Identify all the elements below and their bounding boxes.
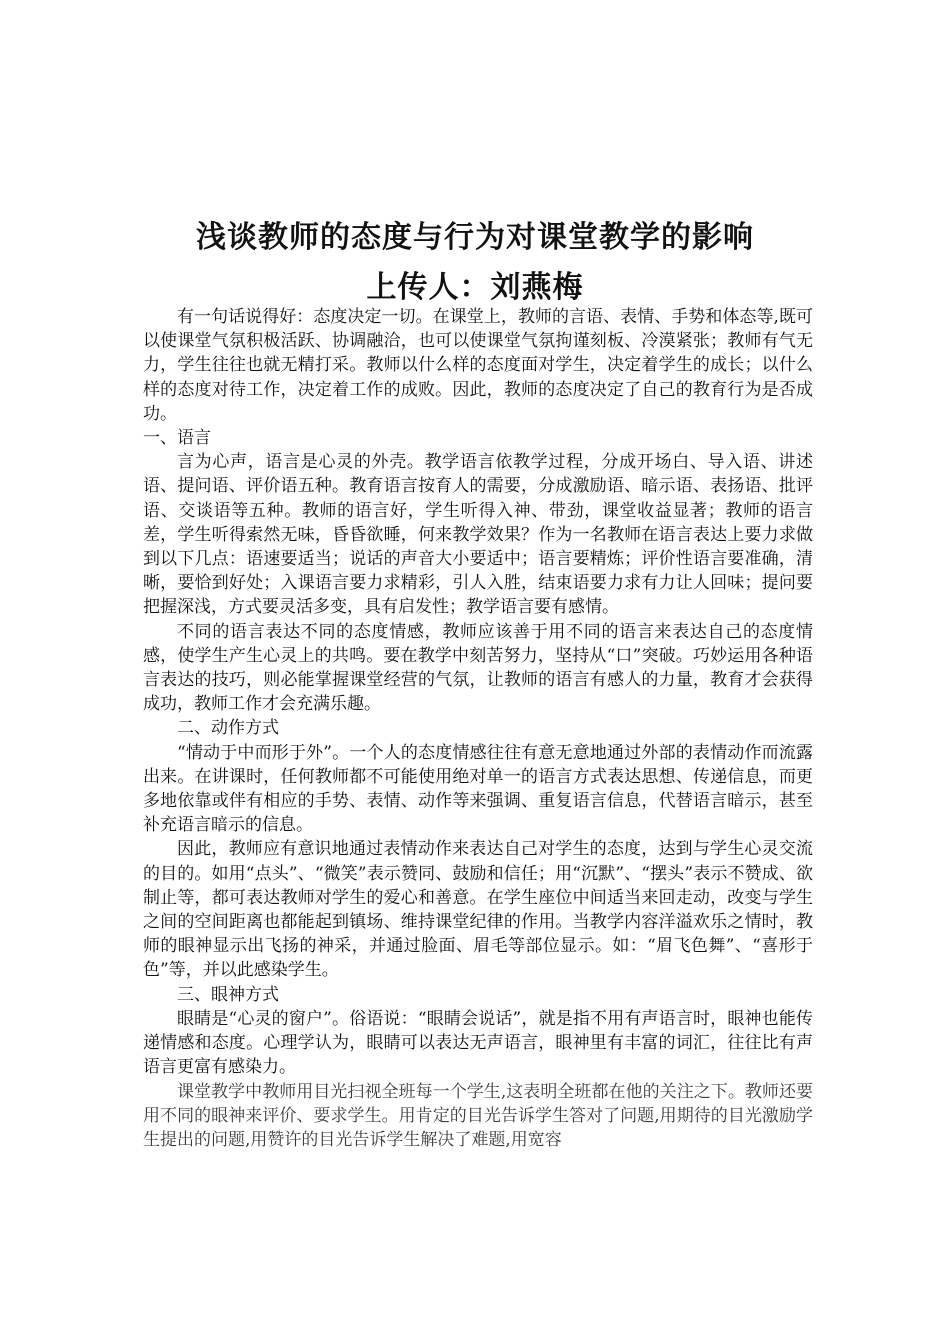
paragraph-language-2: 不同的语言表达不同的态度情感，教师应该善于用不同的语言来表达自己的态度情感，使学生产生心灵上的共鸣。要在教学中刻苦努力，坚持从“口”突破。巧妙运用各种语言表达的技巧，则必能掌握课堂经营的气氛，让教师的语言有感人的力量，教育才会获得成功，教师工作才会充满乐趣。: [143, 621, 813, 715]
document-title: 浅谈教师的态度与行为对课堂教学的影响: [196, 220, 754, 255]
paragraph-action-2: 因此，教师应有意识地通过表情动作来表达自己对学生的态度，达到与学生心灵交流的目的。如用“点头”、“微笑”表示赞同、鼓励和信任；用“沉默”、“摆头”表示不赞成、欲制止等，都可表达教师对学生的爱心和善意。在学生座位中间适当来回走动，改变与学生之间的空间距离也都能起到镇场、维持课堂纪律的作用。当教学内容洋溢欢乐之情时，教师的眼神显示出飞扬的神采，并通过脸面、眉毛等部位显示。如：“眉飞色舞”、“喜形于色”等，并以此感染学生。: [143, 839, 813, 981]
paragraph-language-1: 言为心声，语言是心灵的外壳。教学语言依教学过程，分成开场白、导入语、讲述语、提问语、评价语五种。教育语言按育人的需要，分成激励语、暗示语、表扬语、批评语、交谈语等五种。教师的语言好，学生听得入神、带劲，课堂收益显著；教师的语言差，学生听得索然无味，昏昏欲睡，何来教学效果？作为一名教师在语言表达上要力求做到以下几点：语速要适当；说话的声音大小要适中；语言要精炼；评价性语言要准确，清晰，要恰到好处；入课语言要力求精彩，引人入胜，结束语要力求有力让人回味；提问要把握深浅，方式要灵活多变，具有启发性；教学语言要有感情。: [143, 452, 813, 618]
document-body: [143, 305, 813, 1152]
paragraph-eyes-1: 眼睛是“心灵的窗户”。俗语说：“眼睛会说话”，就是指不用有声语言时，眼神也能传递情感和态度。心理学认为，眼睛可以表达无声语言，眼神里有丰富的词汇，往往比有声语言更富有感染力。: [143, 1008, 813, 1078]
paragraph-intro: 有一句话说得好：态度决定一切。在课堂上，教师的言语、表情、手势和体态等,既可以使课堂气氛积极活跃、协调融洽，也可以使课堂气氛拘谨刻板、冷漠紧张；教师有气无力，学生往往也就无精打采。教师以什么样的态度面对学生，决定着学生的成长；以什么样的态度对待工作，决定着工作的成败。因此，教师的态度决定了自己的教育行为是否成功。: [143, 307, 813, 424]
paragraph-eyes-2: 课堂教学中教师用目光扫视全班每一个学生,这表明全班都在他的关注之下。教师还要用不同的眼神来评价、要求学生。用肯定的目光告诉学生答对了问题,用期待的目光激励学生提出的问题,用赞许的目光告诉学生解决了难题,用宽容: [143, 1081, 813, 1150]
section-heading-action: 二、动作方式: [177, 718, 279, 739]
section-heading-eyes: 三、眼神方式: [177, 984, 279, 1005]
section-heading-language: 一、语言: [143, 428, 211, 449]
uploader-line: 上传人：刘燕梅: [366, 270, 584, 305]
paragraph-action-1: “情动于中而形于外”。一个人的态度情感往往有意无意地通过外部的表情动作而流露出来。在讲课时，任何教师都不可能使用绝对单一的语言方式表达思想、传递信息，而更多地依靠或伴有相应的手势、表情、动作等来强调、重复语言信息，代替语言暗示，甚至补充语言暗示的信息。: [143, 742, 813, 836]
